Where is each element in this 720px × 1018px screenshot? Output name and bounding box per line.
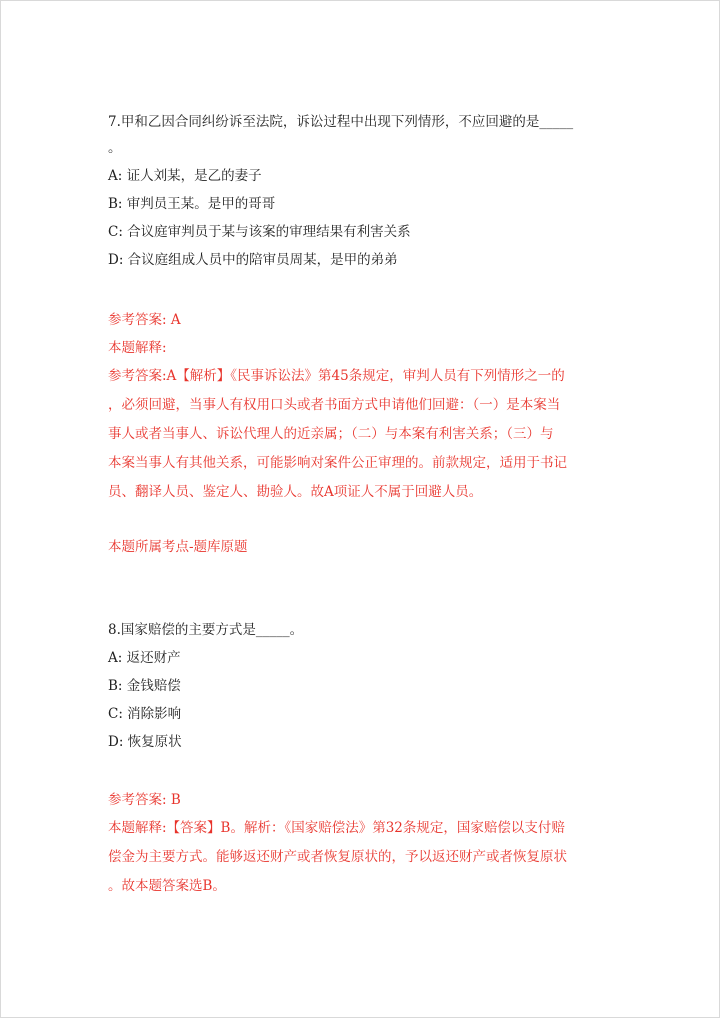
- q8-answer: 参考答案: B: [108, 792, 181, 808]
- q7-knowledge-point: 本题所属考点-题库原题: [108, 539, 248, 555]
- question-8: [108, 616, 613, 756]
- q7-explain-line-5: 员、翻译人员、鉴定人、勘验人。故A项证人不属于回避人员。: [108, 484, 483, 500]
- q7-explain-line-4: 本案当事人有其他关系，可能影响对案件公正审理的。前款规定，适用于书记: [108, 455, 567, 471]
- q8-explanation: [108, 814, 613, 901]
- q8-option-a: A: 返还财产: [108, 650, 181, 666]
- q7-stem-line-1: 7.甲和乙因合同纠纷诉至法院，诉讼过程中出现下列情形，不应回避的是_____: [108, 114, 574, 130]
- q7-explain-line-1: 参考答案:A【解析】《民事诉讼法》第45条规定，审判人员有下列情形之一的: [108, 368, 565, 384]
- q7-stem-line-2: 。: [108, 140, 122, 156]
- question-7: [108, 108, 613, 274]
- q8-option-d: D: 恢复原状: [108, 734, 182, 750]
- q7-answer: 参考答案: A: [108, 312, 181, 328]
- q8-explain-line-1: 本题解释:【答案】B。解析：《国家赔偿法》第32条规定，国家赔偿以支付赔: [108, 820, 565, 836]
- q7-option-c: C: 合议庭审判员于某与该案的审理结果有利害关系: [108, 224, 411, 240]
- q8-explain-line-3: 。故本题答案选B。: [108, 878, 226, 894]
- q7-knowledge-point-section: [108, 533, 613, 561]
- q8-option-c: C: 消除影响: [108, 706, 182, 722]
- q7-explanation: [108, 362, 613, 507]
- q8-stem: 8.国家赔偿的主要方式是_____。: [108, 622, 304, 638]
- q7-option-d: D: 合议庭组成人员中的陪审员周某，是甲的弟弟: [108, 252, 398, 268]
- q7-option-b: B: 审判员王某。是甲的哥哥: [108, 196, 276, 212]
- q7-option-a: A: 证人刘某，是乙的妻子: [108, 168, 262, 184]
- q7-explain-line-2: ，必须回避，当事人有权用口头或者书面方式申请他们回避：（一）是本案当: [108, 397, 561, 413]
- q8-answer-section: [108, 786, 613, 901]
- q8-explain-line-2: 偿金为主要方式。能够返还财产或者恢复原状的，予以返还财产或者恢复原状: [108, 849, 567, 865]
- q7-explain-title: 本题解释:: [108, 340, 167, 356]
- q8-option-b: B: 金钱赔偿: [108, 678, 181, 694]
- q7-explain-line-3: 事人或者当事人、诉讼代理人的近亲属；（二）与本案有利害关系；（三）与: [108, 426, 554, 442]
- q7-answer-section: [108, 306, 613, 507]
